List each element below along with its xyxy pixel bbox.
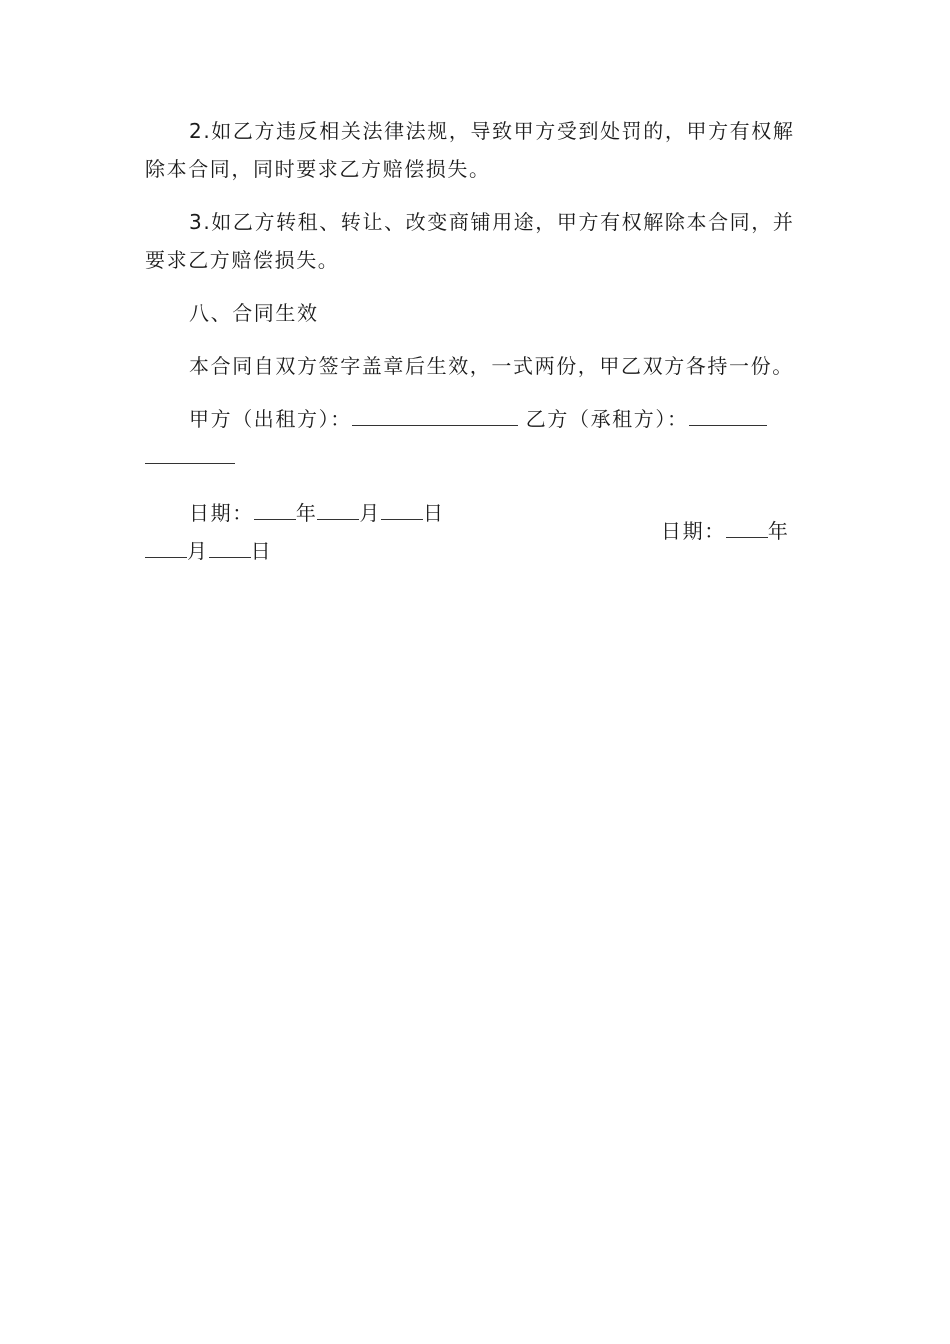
year-label-a: 年 <box>295 501 318 525</box>
day-label-b: 日 <box>250 539 273 563</box>
date-label-b: 日期： <box>661 519 726 543</box>
day-label-a: 日 <box>423 501 445 525</box>
month-label-b: 月 <box>187 539 209 563</box>
date-row <box>145 494 805 570</box>
month-blank-a <box>317 497 359 520</box>
party-a-label: 甲方（出租方）： <box>189 407 352 431</box>
party-b-signature-blank-cont <box>145 441 235 464</box>
month-label-a: 月 <box>359 501 382 525</box>
date-label-a: 日期： <box>189 501 254 525</box>
document-content <box>145 112 805 570</box>
party-a-signature-blank <box>352 403 518 426</box>
year-blank-b <box>726 515 768 538</box>
month-blank-b <box>145 535 187 558</box>
day-blank-a <box>381 497 423 520</box>
year-blank-a <box>254 497 296 520</box>
section-heading-effective: 八、合同生效 <box>189 301 319 325</box>
clause-2: 2.如乙方违反相关法律法规，导致甲方受到处罚的，甲方有权解除本合同，同时要求乙方赔偿损失。 <box>145 119 795 181</box>
party-b-date <box>661 512 811 550</box>
party-b-label: 乙方（承租方）： <box>525 407 689 431</box>
signature-line <box>145 400 805 476</box>
party-b-signature-blank <box>689 403 767 426</box>
year-label-b: 年 <box>767 519 790 543</box>
clause-3: 3.如乙方转租、转让、改变商铺用途，甲方有权解除本合同，并要求乙方赔偿损失。 <box>145 210 795 272</box>
effective-clause: 本合同自双方签字盖章后生效，一式两份，甲乙双方各持一份。 <box>189 354 794 378</box>
day-blank-b <box>209 535 251 558</box>
